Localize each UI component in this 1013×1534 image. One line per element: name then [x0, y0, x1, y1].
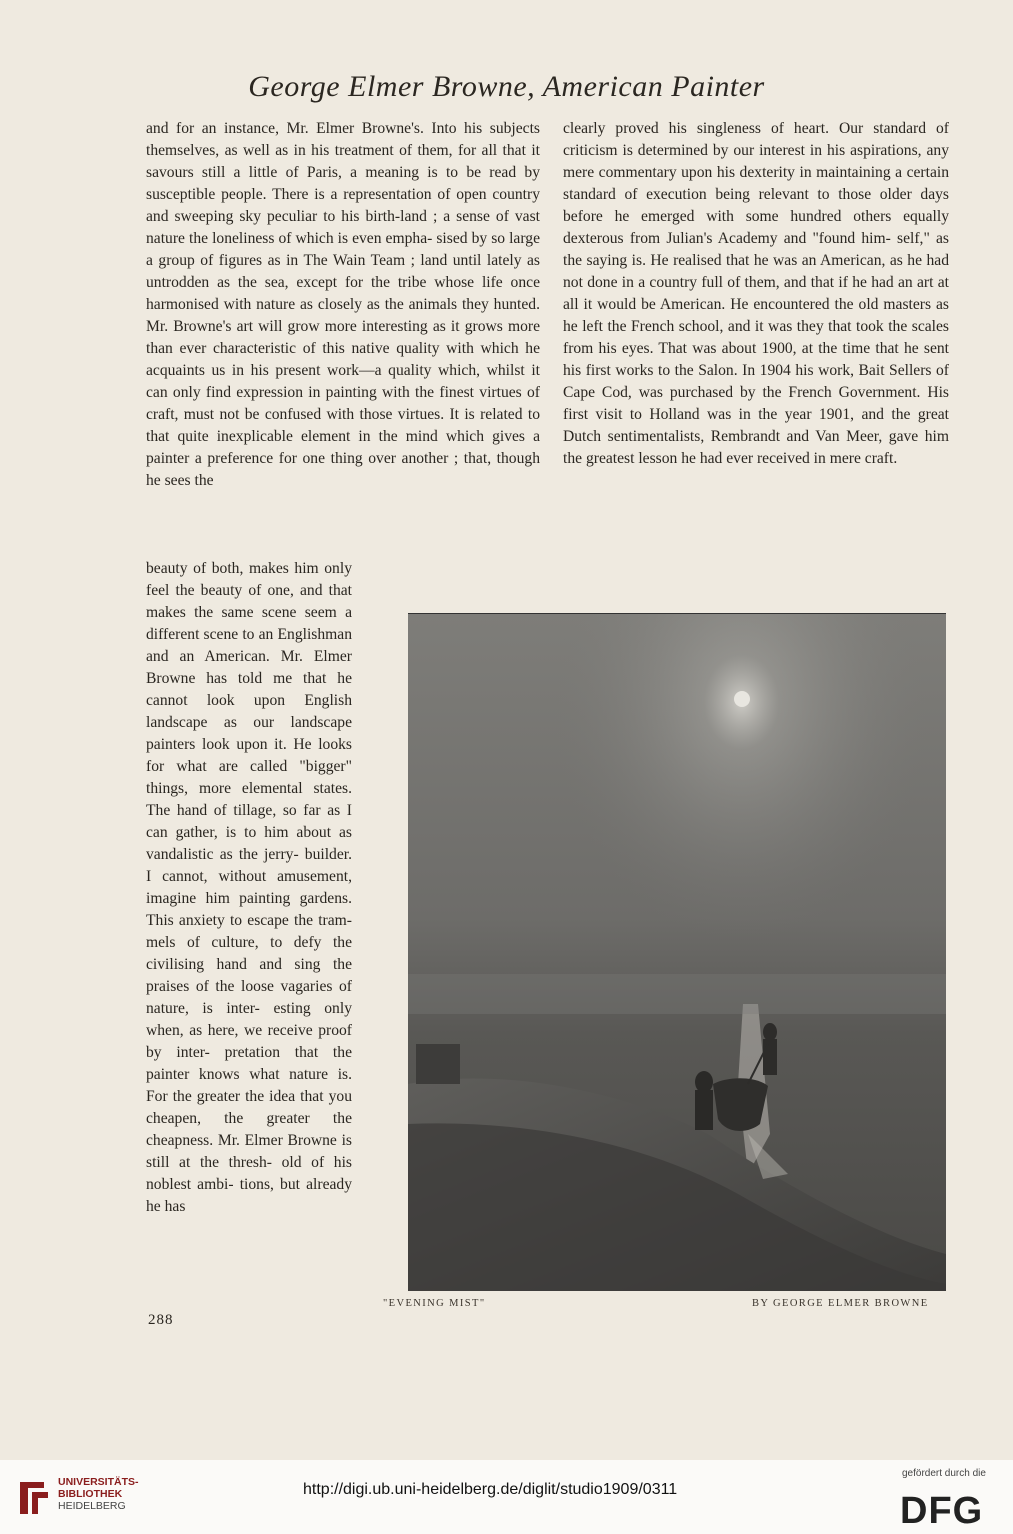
body-paragraph: and for an instance, Mr. Elmer Browne's. Into his subjects themselves, as well as in his treatment of them, for all that it savours still a little of Paris, a meaning is to be read by susceptible people. There is a representation of open country and sweeping sky peculiar to his birth-land ; a sense of vast nature the loneliness of which is even empha- sised by so large a group of figures as in The Wain Team ; land until lately as untrodden as the sea, except for the tribe whose life once harmonised with nature as closely as the animals they hunted. Mr. Browne's art will grow more interesting as it grows more than ever characteristic of this native quality with which he acquaints us in his present work—a quality which, whilst it can only find expression in painting with the finest virtues of craft, must not be confused with those virtues. It is related to that quite inexplicable element in the mind which gives a painter a preference for one thing over another ; that, though he sees the [146, 120, 540, 489]
library-logo-icon[interactable] [14, 1476, 54, 1520]
page-number: 288 [148, 1312, 174, 1328]
figure-caption-credit: BY GEORGE ELMER BROWNE [752, 1298, 929, 1309]
painting-evening-mist [408, 613, 946, 1291]
painting-image [408, 614, 946, 1291]
library-name[interactable] [58, 1476, 139, 1512]
body-paragraph: clearly proved his singleness of heart. Our standard of criticism is determined by our interest in his aspirations, any mere commentary upon his dexterity in maintaining a certain standard of execution being relevant to those older days before he emerged with some hundred others equally dexterous from Julian's Academy and "found him- self," as the saying is. He realised that he was an American, as he had not done in a country full of them, and that if he had an art at all it would be American. He encountered the old masters as he left the French school, and it was they that took the scales from his eyes. That was about 1900, at the time that he sent his first works to the Salon. In 1904 his work, Bait Sellers of Cape Cod, was purchased by the French Government. His first visit to Holland was in the year 1901, and the great Dutch sentimentalists, Rembrandt and Van Meer, gave him the greatest lesson he had ever received in mere craft. [563, 120, 949, 467]
left-column-top [146, 118, 540, 492]
dfg-logo[interactable]: DFG [900, 1490, 984, 1532]
library-line: HEIDELBERG [58, 1500, 126, 1512]
body-paragraph: beauty of both, makes him only feel the beauty of one, and that makes the same scene seem a different scene to an Englishman and an American. Mr. Elmer Browne has told me that he cannot look upon English landscape as our landscape painters look upon it. He looks for what are called "bigger" things, more elemental states. The hand of tillage, so far as I can gather, is to him about as vandalistic as the jerry- builder. I cannot, without amusement, imagine him painting gardens. This anxiety to escape the tram- mels of culture, to defy the civilising hand and sing the praises of the loose vagaries of nature, is inter- esting only when, as here, we receive proof by inter- pretation that the painter knows what nature is. For the greater the idea that you cheapen, the greater the cheapness. Mr. Elmer Browne is still at the thresh- old of his noblest ambi- tions, but already he has [146, 560, 352, 1215]
permalink-url[interactable]: http://digi.ub.uni-heidelberg.de/diglit/studio1909/0311 [303, 1481, 678, 1498]
running-header: George Elmer Browne, American Painter [248, 70, 765, 103]
sponsor-note: gefördert durch die [902, 1468, 986, 1479]
right-column [563, 118, 949, 470]
library-line: UNIVERSITÄTS- [58, 1476, 139, 1488]
library-line: BIBLIOTHEK [58, 1488, 123, 1500]
figure-caption-title: "EVENING MIST" [383, 1298, 486, 1309]
left-column-narrow [146, 558, 352, 1218]
